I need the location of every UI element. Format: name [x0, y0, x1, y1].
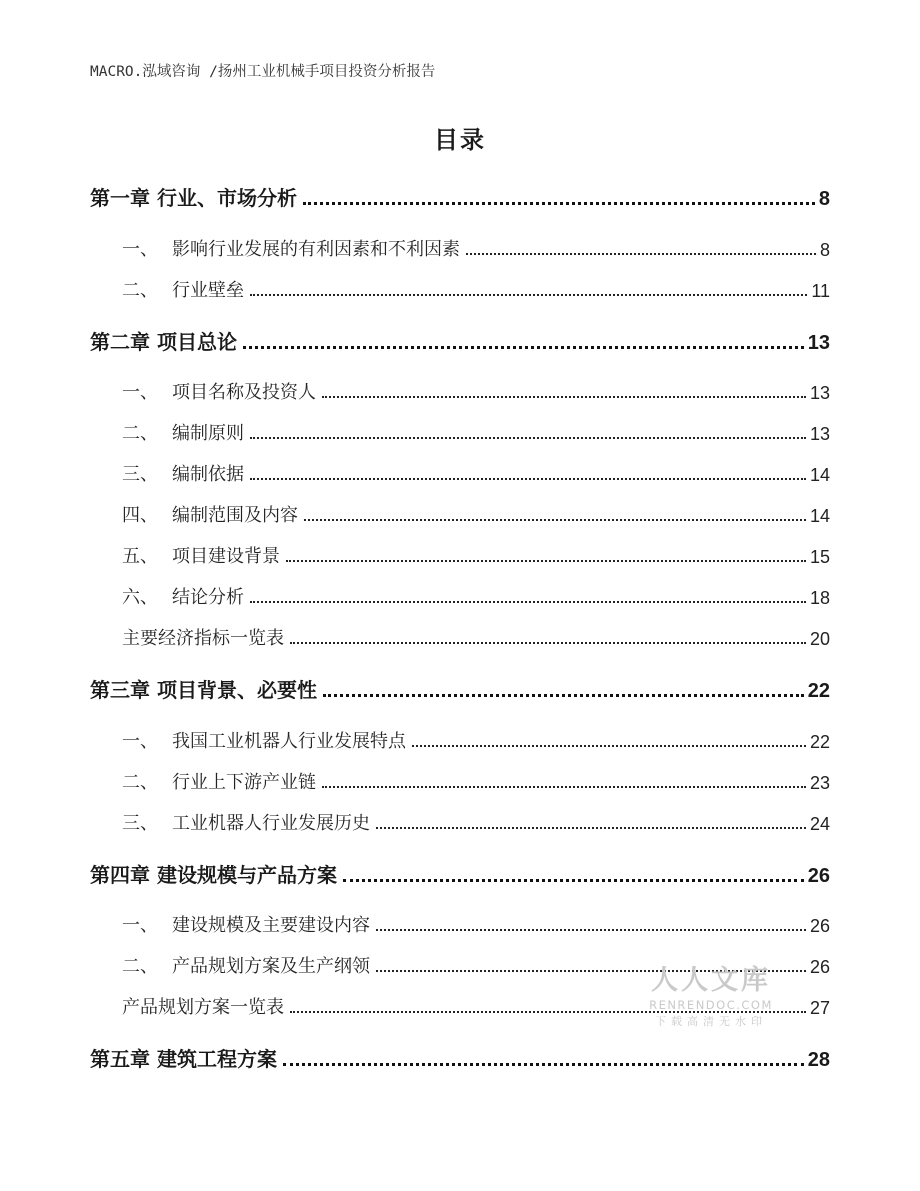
watermark-logo-text: 人人文库: [651, 965, 771, 996]
toc-page-number: 27: [809, 998, 830, 1018]
toc-section-label: 影响行业发展的有利因素和不利因素: [172, 239, 460, 260]
toc-page-number: 26: [809, 957, 830, 977]
toc-leader-dots: [283, 1063, 804, 1066]
toc-section-number: 二、: [122, 280, 158, 301]
toc-leader-dots: [250, 478, 806, 480]
toc-page-number: 13: [807, 332, 830, 354]
toc-leader-dots: [412, 745, 806, 747]
toc-section-label: 我国工业机器人行业发展特点: [172, 731, 406, 752]
toc-leader-dots: [466, 253, 816, 255]
toc-section-label: 行业壁垒: [172, 280, 244, 301]
toc-page-number: 23: [809, 773, 830, 793]
toc-leader-dots: [290, 642, 806, 644]
running-header: MACRO.泓域咨询 /扬州工业机械手项目投资分析报告: [90, 64, 436, 80]
toc-section-label: 结论分析: [172, 587, 244, 608]
toc-chapter-label: 第二章 项目总论: [90, 330, 237, 354]
toc-page-number: 15: [809, 547, 830, 567]
toc-page-number: 8: [818, 188, 830, 210]
toc-section-number: 一、: [122, 239, 158, 260]
toc-section-number: 一、: [122, 915, 158, 936]
toc-page-number: 8: [819, 240, 830, 260]
toc-section-number: 二、: [122, 423, 158, 444]
toc-chapter-5[interactable]: [90, 1043, 830, 1072]
toc-leader-dots: [376, 827, 806, 829]
toc-leader-dots: [250, 601, 806, 603]
toc-page-number: 28: [807, 1049, 830, 1071]
toc-chapter-2[interactable]: [90, 326, 830, 355]
toc-chapter-label: 第五章 建筑工程方案: [90, 1047, 277, 1071]
toc-section-2-7[interactable]: [122, 624, 830, 650]
toc-chapter-label: 第三章 项目背景、必要性: [90, 678, 317, 702]
toc-section-2-4[interactable]: [122, 501, 830, 527]
toc-leader-dots: [376, 929, 806, 931]
toc-page-number: 20: [809, 629, 830, 649]
toc-chapter-3[interactable]: [90, 674, 830, 703]
toc-section-2-5[interactable]: [122, 542, 830, 568]
toc-leader-dots: [286, 560, 806, 562]
watermark: [646, 958, 776, 1029]
toc-page-number: 11: [811, 281, 830, 301]
toc-page-number: 26: [809, 916, 830, 936]
toc-leader-dots: [323, 694, 804, 697]
toc-page-number: 24: [809, 814, 830, 834]
toc-section-label: 产品规划方案一览表: [122, 997, 284, 1018]
toc-section-4-1[interactable]: [122, 911, 830, 937]
toc-page-number: 22: [809, 732, 830, 752]
toc-section-label: 产品规划方案及生产纲领: [172, 956, 370, 977]
toc-chapter-label: 第一章 行业、市场分析: [90, 186, 297, 210]
toc-section-label: 项目名称及投资人: [172, 382, 316, 403]
toc-section-2-6[interactable]: [122, 583, 830, 609]
toc-section-number: 一、: [122, 382, 158, 403]
toc-section-3-1[interactable]: [122, 727, 830, 753]
toc-page-number: 18: [809, 588, 830, 608]
toc-leader-dots: [343, 879, 804, 882]
toc-leader-dots: [322, 396, 806, 398]
toc-page-number: 14: [809, 465, 830, 485]
toc-leader-dots: [250, 294, 807, 296]
toc-section-label: 项目建设背景: [172, 546, 280, 567]
toc-page-number: 13: [809, 424, 830, 444]
toc-section-number: 五、: [122, 546, 158, 567]
toc-section-label: 行业上下游产业链: [172, 772, 316, 793]
toc-chapter-label: 第四章 建设规模与产品方案: [90, 863, 337, 887]
toc-page-number: 13: [809, 383, 830, 403]
toc-section-3-3[interactable]: [122, 809, 830, 835]
toc-section-number: 三、: [122, 464, 158, 485]
toc-section-label: 主要经济指标一览表: [122, 628, 284, 649]
toc-section-number: 四、: [122, 505, 158, 526]
toc-section-label: 工业机器人行业发展历史: [172, 813, 370, 834]
toc-section-number: 二、: [122, 772, 158, 793]
toc-section-label: 编制原则: [172, 423, 244, 444]
toc-section-number: 二、: [122, 956, 158, 977]
toc-page-number: 22: [807, 680, 830, 702]
toc-leader-dots: [322, 786, 806, 788]
toc-leader-dots: [243, 346, 804, 349]
toc-section-label: 编制依据: [172, 464, 244, 485]
toc-section-number: 六、: [122, 587, 158, 608]
toc-section-2-1[interactable]: [122, 378, 830, 404]
page-title: 目录: [434, 126, 486, 154]
toc-section-2-2[interactable]: [122, 419, 830, 445]
toc-section-label: 建设规模及主要建设内容: [172, 915, 370, 936]
toc-page-number: 14: [809, 506, 830, 526]
toc-section-1-2[interactable]: [122, 276, 830, 302]
toc-chapter-1[interactable]: [90, 182, 830, 211]
toc-leader-dots: [304, 519, 806, 521]
toc-section-1-1[interactable]: [122, 235, 830, 261]
toc-section-number: 一、: [122, 731, 158, 752]
toc-leader-dots: [303, 202, 815, 205]
toc-page-number: 26: [807, 865, 830, 887]
toc-leader-dots: [250, 437, 806, 439]
toc-section-label: 编制范围及内容: [172, 505, 298, 526]
toc-chapter-4[interactable]: [90, 859, 830, 888]
toc-section-2-3[interactable]: [122, 460, 830, 486]
watermark-url: RENRENDOC.COM: [649, 998, 773, 1012]
watermark-subtitle: 下载高清无水印: [655, 1015, 767, 1028]
toc-section-3-2[interactable]: [122, 768, 830, 794]
toc-section-number: 三、: [122, 813, 158, 834]
